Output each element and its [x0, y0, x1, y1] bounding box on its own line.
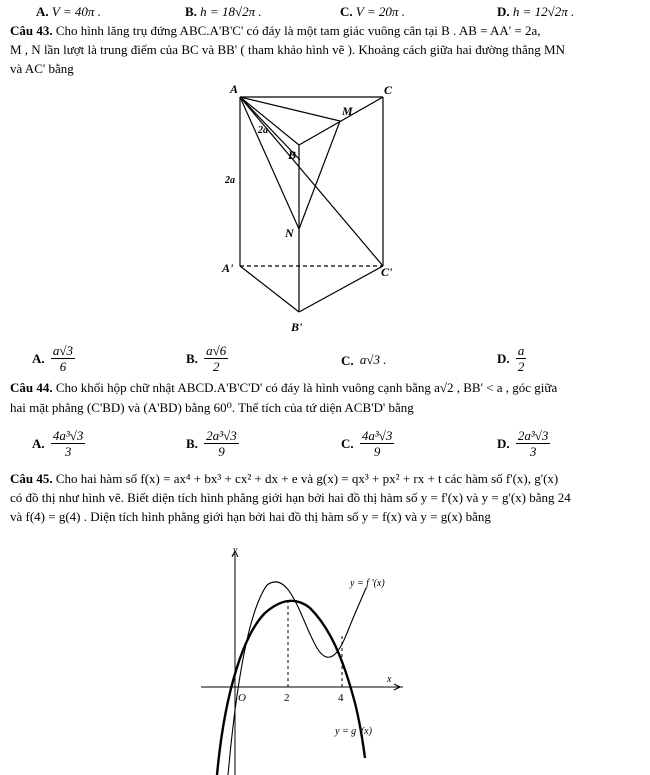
length-label-aa1: 2a: [225, 175, 235, 186]
q44-option-c[interactable]: [341, 428, 394, 459]
option-label: D.: [497, 435, 510, 451]
option-fraction: [516, 428, 551, 459]
question-line: M , N lần lượt là trung điểm của BC và BB' ( tham khảo hình vẽ ). Khoảng cách giữa hai đường thẳng MN: [10, 42, 565, 57]
fraction-numerator: 2a³√3: [517, 428, 549, 443]
option-text: V = 20π .: [355, 4, 405, 19]
question-line: và AC' bằng: [10, 61, 74, 76]
q44-option-d[interactable]: [497, 428, 550, 459]
option-label: B.: [185, 4, 197, 19]
x-axis-label: x: [387, 674, 392, 685]
point-label-c1: C': [381, 265, 393, 279]
option-label: B.: [186, 350, 198, 366]
question-number: Câu 44.: [10, 380, 53, 395]
point-label-a: A: [230, 82, 239, 96]
option-fraction: [51, 428, 86, 459]
question-line: có đồ thị như hình vẽ. Biết diện tích hình phẳng giới hạn bởi hai đồ thị hàm số y = f'(x) và y = g'(x) bằng 24: [10, 490, 571, 505]
question-44-text: [10, 378, 640, 418]
option-label: B.: [186, 435, 198, 451]
curve-g-prime: [217, 601, 365, 775]
question-number: Câu 45.: [10, 471, 53, 486]
option-label: A.: [36, 4, 49, 19]
option-text: h = 18√2π .: [200, 4, 262, 19]
point-label-c: C: [384, 83, 393, 97]
option-label: D.: [497, 350, 510, 366]
q43-option-d[interactable]: [497, 343, 526, 374]
origin-label: O: [238, 692, 246, 704]
segment-ac1: [240, 97, 383, 266]
option-text: V = 40π .: [51, 4, 101, 19]
fraction-denominator: 2: [212, 359, 220, 374]
point-label-m: M: [342, 104, 353, 118]
fraction-denominator: 2: [517, 359, 525, 374]
edge-bc: [299, 97, 383, 145]
q44-option-b[interactable]: [186, 428, 239, 459]
question-line: Cho hình lăng trụ đứng ABC.A'B'C' có đáy là một tam giác vuông cân tại B . AB = AA' = 2a,: [55, 23, 541, 38]
point-label-n: N: [285, 226, 294, 240]
fraction-numerator: a√3: [52, 343, 74, 358]
option-label: A.: [32, 435, 45, 451]
length-label-ab: 2a: [258, 125, 268, 136]
option-label: C.: [341, 353, 354, 369]
option-label: D.: [497, 4, 510, 19]
fraction-numerator: 2a³√3: [206, 428, 237, 443]
option-fraction: [204, 343, 228, 374]
edge-a1b1: [240, 266, 299, 312]
point-label-b: B: [288, 148, 297, 162]
curve-f-prime-label: y = f '(x): [350, 578, 385, 589]
option-fraction: [360, 428, 395, 459]
fraction-denominator: 9: [373, 444, 381, 459]
fraction-denominator: 3: [529, 444, 537, 459]
fraction-numerator: a√6: [206, 343, 227, 358]
curve-f-prime: [228, 582, 366, 775]
fraction-numerator: 4a³√3: [52, 428, 84, 443]
option-fraction: [516, 343, 527, 374]
option-label: C.: [340, 4, 353, 19]
segment-mn: [299, 121, 340, 229]
question-line: Cho hai hàm số f(x) = ax⁴ + bx³ + cx² + dx + e và g(x) = qx³ + px² + rx + t các hàm số f'(x), g'(x): [55, 471, 559, 486]
point-label-a1: A': [222, 261, 234, 275]
option-fraction: [51, 343, 75, 374]
y-axis-label: y: [233, 545, 238, 556]
option-fraction: [204, 428, 239, 459]
edge-b1c1: [299, 266, 383, 312]
question-45-text: [10, 469, 640, 526]
question-number: Câu 43.: [10, 23, 53, 38]
fraction-denominator: 9: [218, 444, 225, 459]
q43-option-a[interactable]: [32, 343, 75, 374]
question-line: hai mặt phẳng (C'BD) và (A'BD) bằng 60⁰. Thể tích của tứ diện ACB'D' bằng: [10, 400, 414, 415]
tick-label-4: 4: [338, 692, 344, 704]
q43-option-b[interactable]: [186, 343, 228, 374]
option-text: h = 12√2π .: [512, 4, 575, 19]
fraction-numerator: 4a³√3: [361, 428, 393, 443]
option-label: A.: [32, 350, 45, 366]
q44-option-a[interactable]: [32, 428, 85, 459]
segment-an: [240, 97, 299, 229]
fraction-denominator: 3: [64, 444, 72, 459]
option-label: C.: [341, 435, 354, 451]
q43-option-c[interactable]: [341, 352, 387, 369]
option-text: a√3 .: [359, 352, 387, 367]
fraction-numerator: a: [517, 343, 525, 358]
point-label-b1: B': [291, 320, 303, 334]
question-line: và f(4) = g(4) . Diện tích hình phẳng giới hạn bởi hai đồ thị hàm số y = f(x) và y = g(x) bằng: [10, 509, 491, 524]
fraction-denominator: 6: [59, 359, 67, 374]
derivative-graph: [195, 538, 415, 775]
question-line: Cho khối hộp chữ nhật ABCD.A'B'C'D' có đáy là hình vuông cạnh bằng a√2 , BB' < a , góc giữa: [55, 380, 558, 395]
curve-g-prime-label: y = g '(x): [335, 726, 372, 737]
tick-label-2: 2: [284, 692, 290, 704]
